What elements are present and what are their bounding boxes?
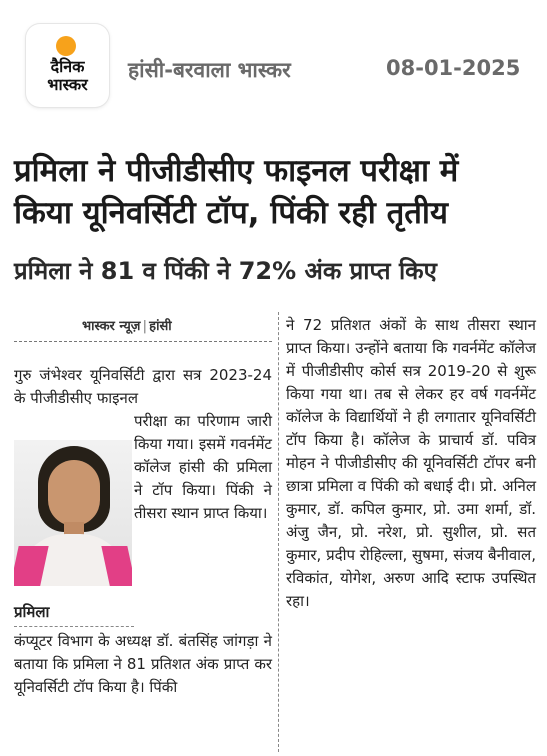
headline-line-1: प्रमिला ने पीजीडीसीए फाइनल परीक्षा में: [14, 153, 459, 189]
paragraph-beside-photo: परीक्षा का परिणाम जारी किया गया। इसमें गवर्नमेंट कॉलेज हांसी की प्रमिला ने टॉप किया। पिंकी ने तीसरा स्थान प्राप्त किया।: [134, 412, 272, 522]
person-photo: [14, 440, 132, 586]
byline-separator: |: [142, 319, 148, 334]
paragraph-intro: गुरु जंभेश्वर यूनिवर्सिटी द्वारा सत्र 2023-24 के पीजीडीसीए फाइनल: [14, 366, 272, 407]
photo-caption: प्रमिला: [14, 603, 50, 621]
byline-divider: [14, 341, 272, 342]
masthead: [0, 0, 547, 122]
headline: [14, 150, 534, 234]
subheadline: प्रमिला ने 81 व पिंकी ने 72% अंक प्राप्त किए: [14, 257, 437, 285]
sun-icon: [56, 36, 76, 56]
logo-text-dainik: दैनिक: [50, 57, 85, 76]
edition-date: 08-01-2025: [386, 56, 521, 80]
byline-source: भास्कर न्यूज़: [82, 319, 141, 334]
paragraph-after-photo: कंप्यूटर विभाग के अध्यक्ष डॉ. बंतसिंह जांगड़ा ने बताया कि प्रमिला ने 81 प्रतिशत अंक प्राप्त कर यूनिवर्सिटी टॉप किया है। पिंकी: [14, 632, 272, 696]
paragraph-column-2: ने 72 प्रतिशत अंकों के साथ तीसरा स्थान प्राप्त किया। उन्होंने बताया कि गवर्नमेंट कॉलेज में पीजीडीसीए कोर्स सत्र 2019-20 से शुरू किया गया था। तब से लेकर हर वर्ष गवर्नमेंट कॉलेज के विद्यार्थियों ने ही लगातार यूनिवर्सिटी टॉप किया है। कॉलेज के प्राचार्य डॉ. पवित्र मोहन ने पीजीडीसीए की यूनिवर्सिटी टॉपर बनी छात्रा प्रमिला व पिंकी को बधाई दी। प्रो. अनिल कुमार, डॉ. कपिल कुमार, प्रो. उमा शर्मा, डॉ. अंजु जैन, प्रो. नरेश, प्रो. सुशील, प्रो. सत कुमार, प्रदीप रोहिल्ला, सुषमा, संजय बैनीवाल, रविकांत, योगेश, अरुण आदि स्टाफ उपस्थित रहा।: [286, 316, 536, 610]
photo-face: [48, 460, 100, 526]
logo-text-bhaskar: भास्कर: [47, 75, 88, 94]
headline-line-2: किया यूनिवर्सिटी टॉप, पिंकी रही तृतीय: [14, 195, 448, 231]
dainik-bhaskar-logo[interactable]: [26, 24, 109, 107]
byline-place: हांसी: [149, 319, 172, 334]
edition-name: हांसी-बरवाला भास्कर: [128, 58, 291, 82]
byline: [82, 316, 172, 334]
caption-divider: [14, 626, 134, 627]
column-divider: [278, 312, 279, 752]
